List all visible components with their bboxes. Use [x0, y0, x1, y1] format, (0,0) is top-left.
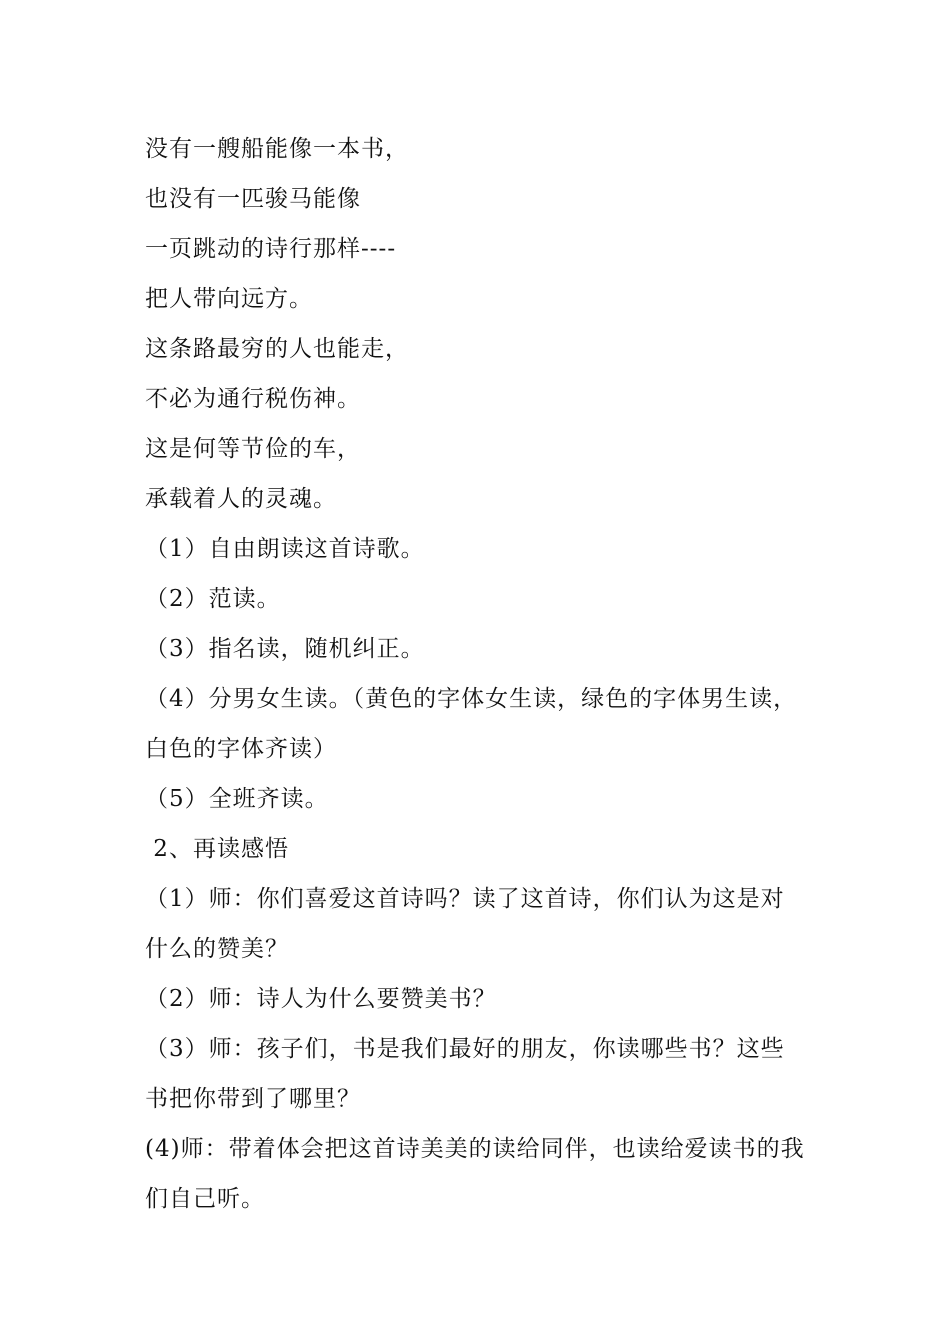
reading-step: （2）范读。 [145, 586, 281, 612]
document-body [145, 124, 805, 1224]
discussion-item: （3）师：孩子们，书是我们最好的朋友，你读哪些书？这些书把你带到了哪里？ [145, 1036, 785, 1112]
discussion-item: （1）师：你们喜爱这首诗吗？读了这首诗，你们认为这是对什么的赞美？ [145, 886, 785, 962]
reading-step: （3）指名读，随机纠正。 [145, 636, 425, 662]
poem-line: 不必为通行税伤神。 [145, 386, 361, 412]
poem-line: 这是何等节俭的车， [145, 436, 361, 462]
poem-line: 这条路最穷的人也能走， [145, 336, 409, 362]
section-heading: 2、再读感悟 [145, 836, 289, 862]
discussion-item: （2）师：诗人为什么要赞美书？ [145, 986, 497, 1012]
reading-step: （5）全班齐读。 [145, 786, 329, 812]
poem-line: 把人带向远方。 [145, 286, 313, 312]
poem-line: 承载着人的灵魂。 [145, 486, 337, 512]
discussion-item: (4)师：带着体会把这首诗美美的读给同伴，也读给爱读书的我们自己听。 [145, 1136, 805, 1212]
poem-line: 也没有一匹骏马能像 [145, 186, 361, 212]
reading-step: （1）自由朗读这首诗歌。 [145, 536, 425, 562]
reading-step: （4）分男女生读。（黄色的字体女生读，绿色的字体男生读，白色的字体齐读） [145, 686, 798, 762]
poem-line: 没有一艘船能像一本书， [145, 136, 409, 162]
poem-line: 一页跳动的诗行那样---- [145, 236, 397, 262]
